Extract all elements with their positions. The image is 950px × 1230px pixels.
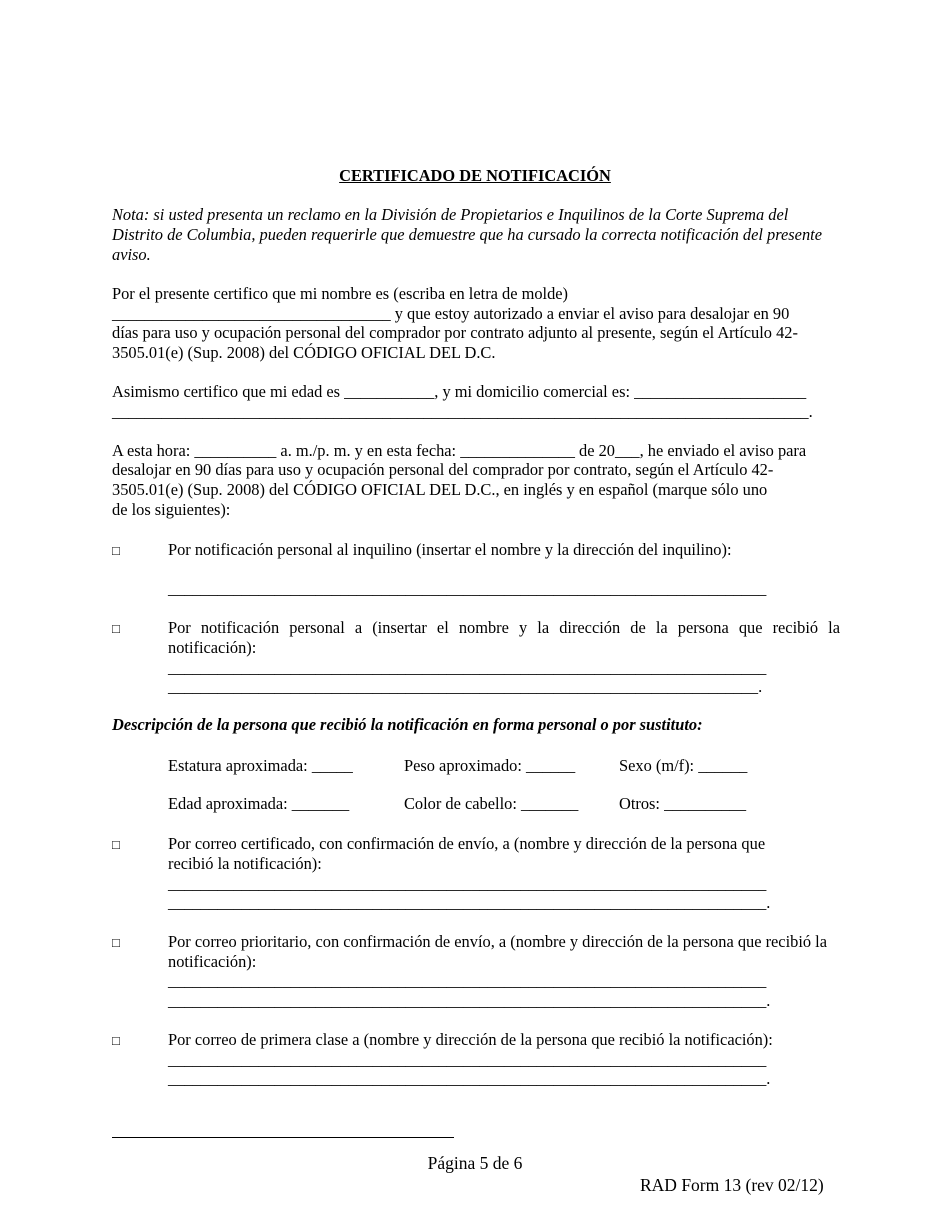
time-date-line-4: de los siguientes): bbox=[112, 500, 231, 519]
hair-color-field[interactable]: Color de cabello: _______ bbox=[404, 794, 579, 813]
checkbox-personal-other[interactable]: □ bbox=[112, 621, 120, 636]
checkbox-first-class-mail[interactable]: □ bbox=[112, 1033, 120, 1048]
checkbox-personal-tenant[interactable]: □ bbox=[112, 543, 120, 558]
age-field[interactable]: Edad aproximada: _______ bbox=[168, 794, 350, 813]
certified-mail-field-line-1[interactable]: _________________________________________________________________________ bbox=[168, 874, 767, 893]
address-field-line[interactable]: _____________________________________________________________________________________. bbox=[112, 402, 813, 421]
description-heading: Descripción de la persona que recibió la notificación en forma personal o por sustituto: bbox=[112, 715, 703, 734]
option-certified-mail-text: Por correo certificado, con confirmación de envío, a (nombre y dirección de la persona que recibió la notificación): bbox=[168, 834, 766, 873]
option-first-class-mail-text: Por correo de primera clase a (nombre y dirección de la persona que recibió la notificación): bbox=[168, 1030, 773, 1049]
time-date-line-3: 3505.01(e) (Sup. 2008) del CÓDIGO OFICIAL DEL D.C., en inglés y en español (marque sólo uno bbox=[112, 480, 768, 499]
certify-line-3: días para uso y ocupación personal del comprador por contrato adjunto al presente, según el Artículo 42- bbox=[112, 323, 798, 342]
personal-other-field-line-1[interactable]: _________________________________________________________________________ bbox=[168, 658, 767, 677]
other-field[interactable]: Otros: __________ bbox=[619, 794, 747, 813]
certify-line-4: 3505.01(e) (Sup. 2008) del CÓDIGO OFICIAL DEL D.C. bbox=[112, 343, 496, 362]
height-field[interactable]: Estatura aproximada: _____ bbox=[168, 756, 353, 775]
checkbox-priority-mail[interactable]: □ bbox=[112, 935, 120, 950]
certified-mail-field-line-2[interactable]: _________________________________________________________________________. bbox=[168, 893, 771, 912]
name-field-line[interactable]: __________________________________ y que estoy autorizado a enviar el aviso para desalojar en 90 bbox=[112, 304, 790, 323]
personal-tenant-field-line[interactable]: _________________________________________________________________________ bbox=[168, 579, 767, 598]
footnote-separator bbox=[112, 1137, 454, 1138]
form-identifier: RAD Form 13 (rev 02/12) bbox=[640, 1175, 824, 1195]
priority-mail-field-line-2[interactable]: _________________________________________________________________________. bbox=[168, 991, 771, 1010]
sex-field[interactable]: Sexo (m/f): ______ bbox=[619, 756, 748, 775]
time-date-line[interactable]: A esta hora: __________ a. m./p. m. y en esta fecha: ______________ de 20___, he enviado el aviso para bbox=[112, 441, 807, 460]
personal-other-field-line-2[interactable]: ________________________________________________________________________. bbox=[168, 677, 763, 696]
first-class-mail-field-line-1[interactable]: _________________________________________________________________________ bbox=[168, 1050, 767, 1069]
option-priority-mail-text: Por correo prioritario, con confirmación de envío, a (nombre y dirección de la persona que recibió la notificación): bbox=[168, 932, 828, 971]
first-class-mail-field-line-2[interactable]: _________________________________________________________________________. bbox=[168, 1069, 771, 1088]
note-paragraph: Nota: si usted presenta un reclamo en la División de Propietarios e Inquilinos de la Corte Suprema del Distrito de Columbia, pueden requerirle que demuestre que ha cursado la correcta notificación del presente aviso. bbox=[112, 205, 822, 264]
page-number: Página 5 de 6 bbox=[427, 1153, 523, 1173]
option-personal-other-text: Por notificación personal a (insertar el nombre y la dirección de la persona que recibió la notificación): bbox=[168, 618, 840, 657]
certify-line-1: Por el presente certifico que mi nombre es (escriba en letra de molde) bbox=[112, 284, 569, 303]
time-date-line-2: desalojar en 90 días para uso y ocupación personal del comprador por contrato, según el Artículo 42- bbox=[112, 460, 774, 479]
page-title: CERTIFICADO DE NOTIFICACIÓN bbox=[339, 166, 611, 185]
option-personal-tenant-text: Por notificación personal al inquilino (insertar el nombre y la dirección del inquilino): bbox=[168, 540, 732, 559]
checkbox-certified-mail[interactable]: □ bbox=[112, 837, 120, 852]
weight-field[interactable]: Peso aproximado: ______ bbox=[404, 756, 576, 775]
age-address-line[interactable]: Asimismo certifico que mi edad es ___________, y mi domicilio comercial es: _____________________ bbox=[112, 382, 807, 401]
priority-mail-field-line-1[interactable]: _________________________________________________________________________ bbox=[168, 971, 767, 990]
